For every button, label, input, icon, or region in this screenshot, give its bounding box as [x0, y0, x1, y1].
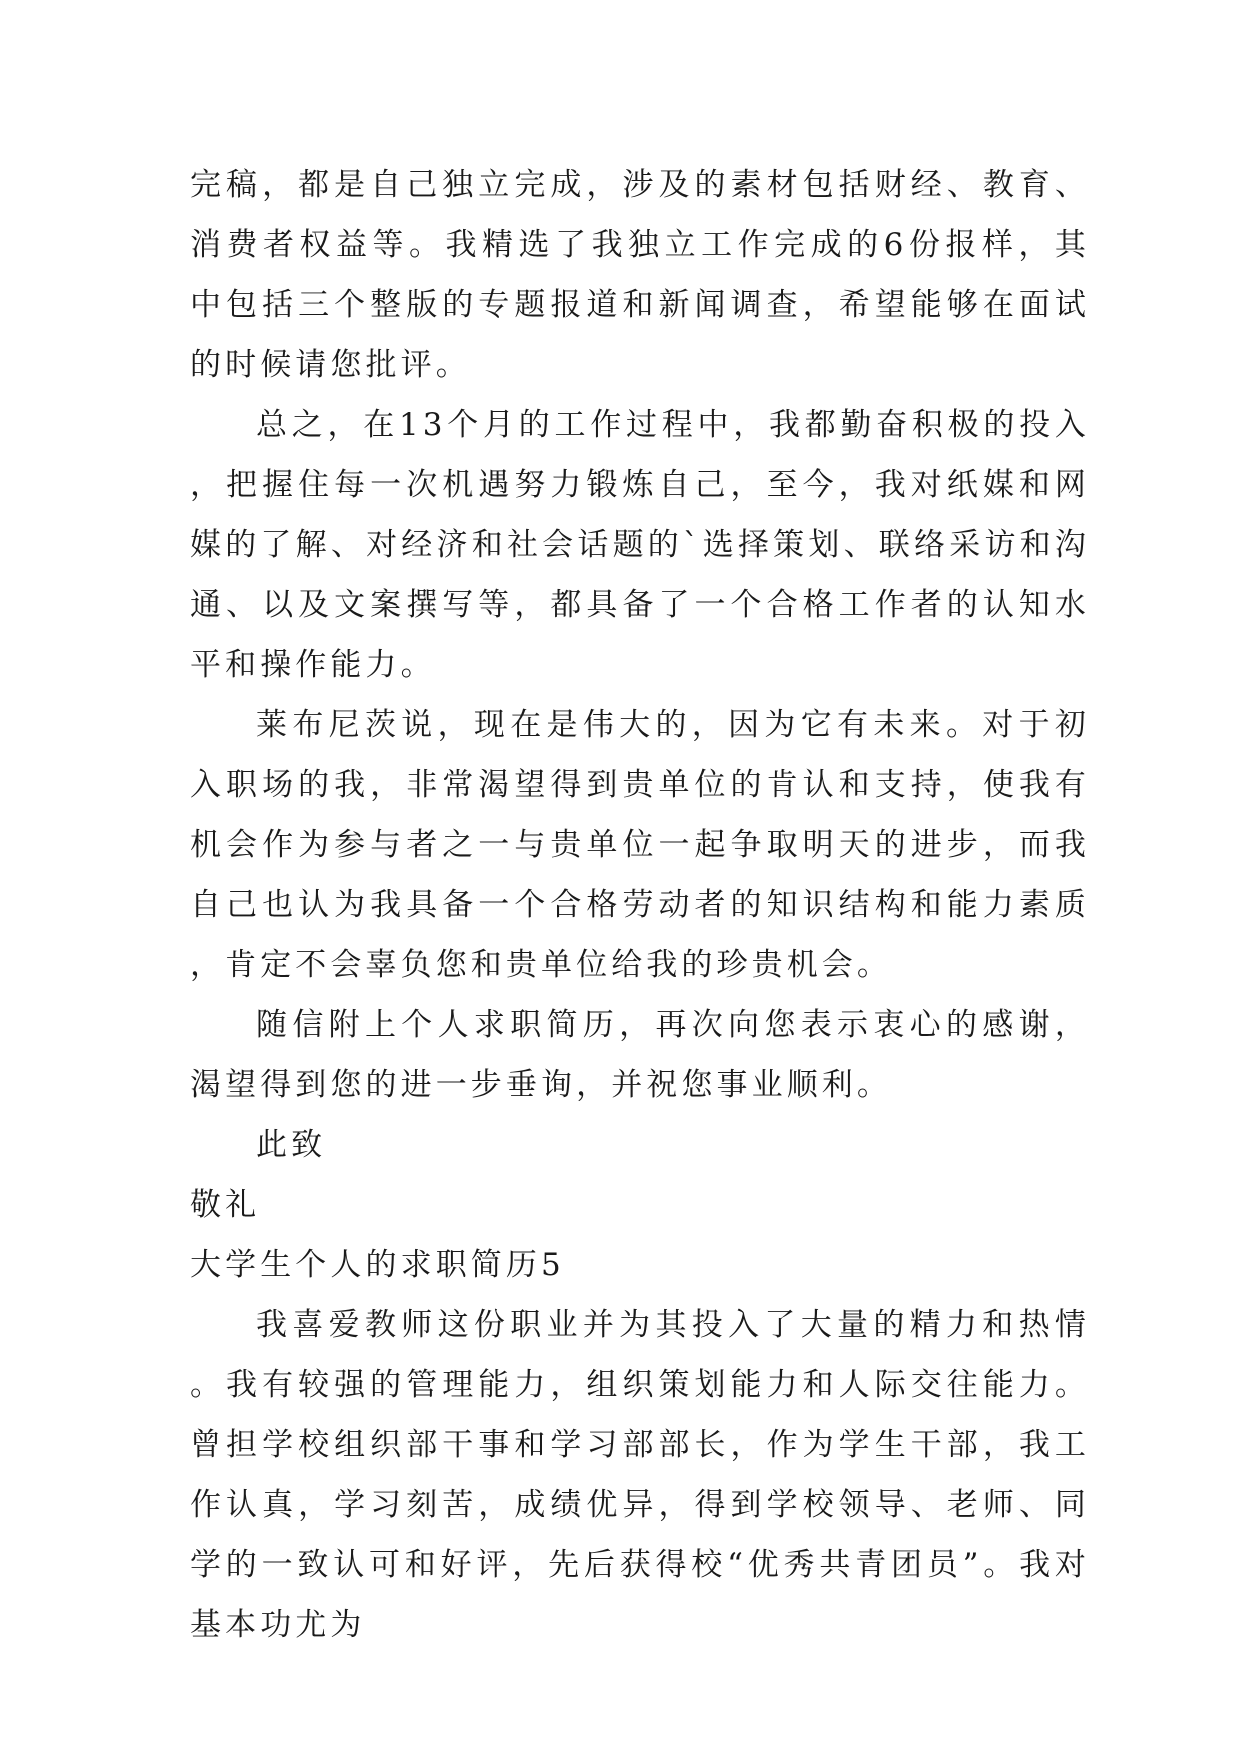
paragraph-summary: 总之，在13个月的工作过程中，我都勤奋积极的投入，把握住每一次机遇努力锻炼自己，至今，我对纸媒和网媒的了解、对经济和社会话题的`选择策划、联络采访和沟通、以及文案撰写等，都具备了一个合格工作者的认知水平和操作能力。	[190, 407, 1090, 683]
paragraph-leibniz: 莱布尼茨说，现在是伟大的，因为它有未来。对于初入职场的我，非常渴望得到贵单位的肯认和支持，使我有机会作为参与者之一与贵单位一起争取明天的进步，而我自己也认为我具备一个合格劳动者的知识结构和能力素质，肯定不会辜负您和贵单位给我的珍贵机会。	[190, 707, 1090, 983]
salutation-line: 敬礼	[190, 1187, 261, 1223]
paragraph-teacher: 我喜爱教师这份职业并为其投入了大量的精力和热情。我有较强的管理能力，组织策划能力和人际交往能力。曾担学校组织部干事和学习部部长，作为学生干部，我工作认真，学习刻苦，成绩优异，得到学校领导、老师、同学的一致认可和好评，先后获得校“优秀共青团员”。我对基本功尤为	[190, 1307, 1090, 1643]
paragraph-attachment: 随信附上个人求职简历，再次向您表示衷心的感谢，渴望得到您的进一步垂询，并祝您事业顺利。	[190, 1007, 1090, 1103]
document-page	[190, 155, 1090, 1655]
section-title: 大学生个人的求职简历5	[190, 1247, 565, 1283]
closing-line: 此致	[256, 1127, 327, 1163]
paragraph-manuscripts: 完稿，都是自己独立完成，涉及的素材包括财经、教育、消费者权益等。我精选了我独立工作完成的6份报样，其中包括三个整版的专题报道和新闻调查，希望能够在面试的时候请您批评。	[190, 167, 1090, 383]
